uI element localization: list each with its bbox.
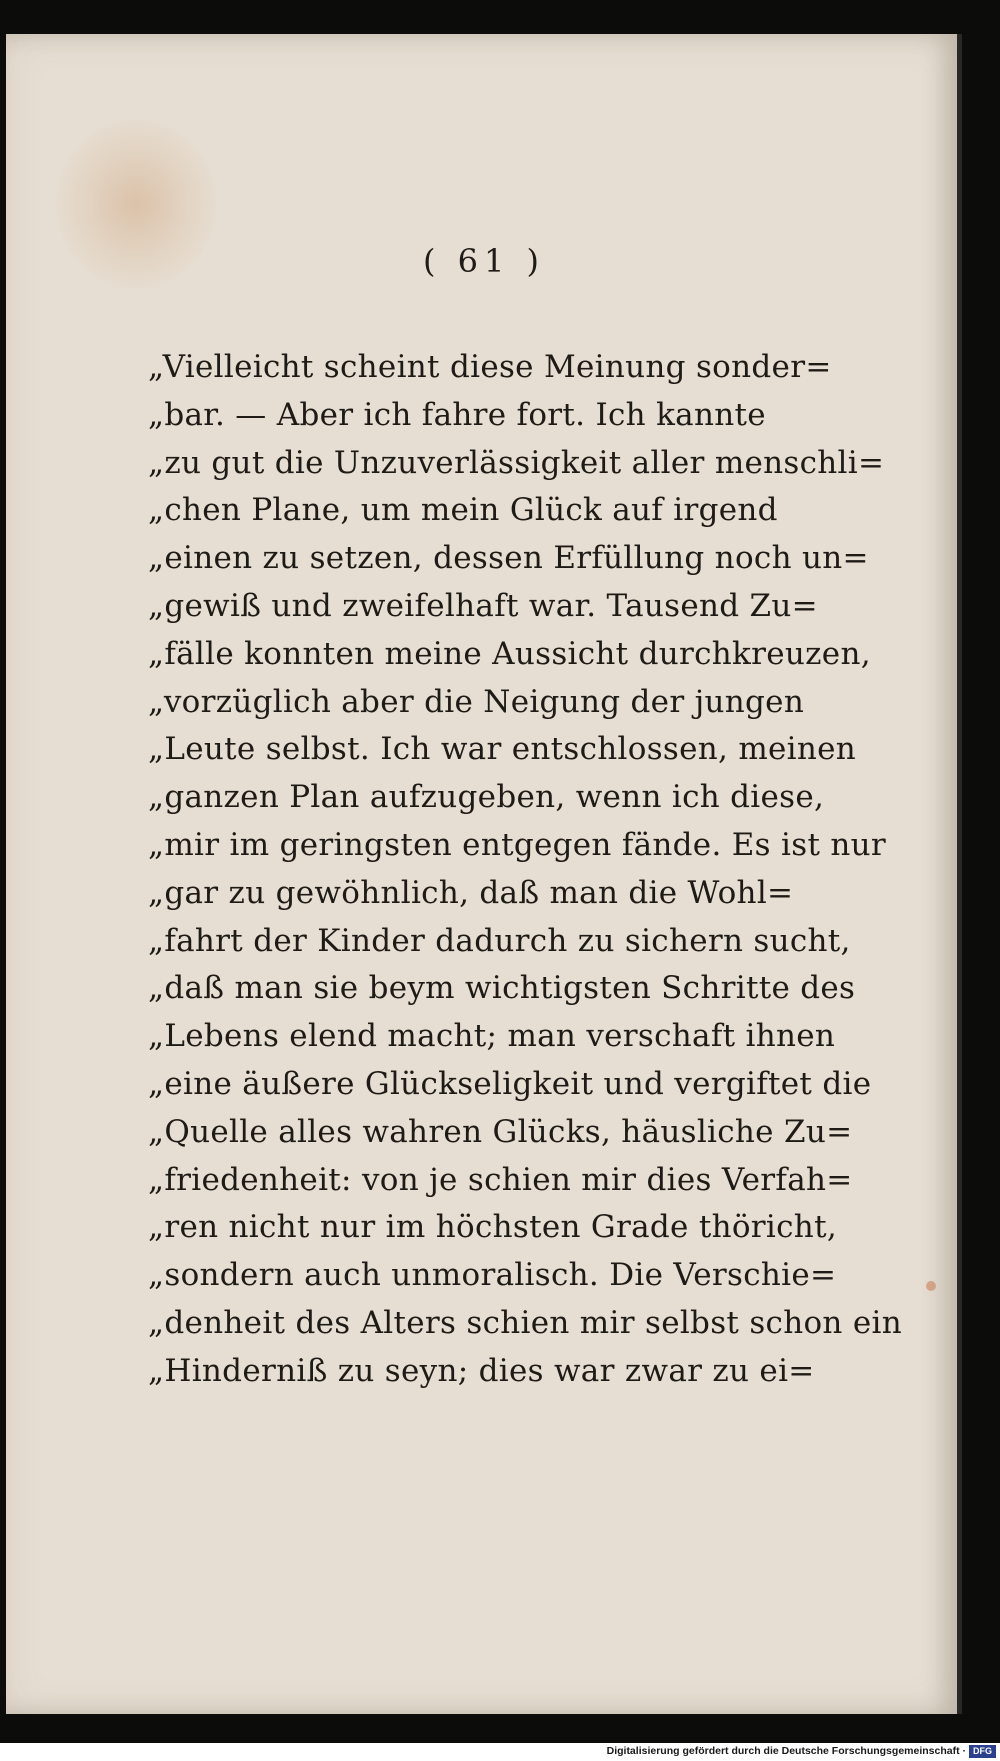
text-line: „daß man sie beym wichtigsten Schritte des xyxy=(148,970,856,1007)
text-line: „denheit des Alters schien mir selbst schon ein xyxy=(148,1304,902,1341)
text-line: „ganzen Plan aufzugeben, wenn ich diese, xyxy=(148,779,825,816)
text-line: „Lebens elend macht; man verschaft ihnen xyxy=(148,1018,836,1055)
text-line: „Hinderniß zu seyn; dies war zwar zu ei= xyxy=(148,1352,815,1389)
text-line: „Quelle alles wahren Glücks, häusliche Zu= xyxy=(148,1113,853,1150)
funding-credit: Digitalisierung gefördert durch die Deutsche Forschungsgemeinschaft · xyxy=(606,1745,966,1757)
text-line: „friedenheit: von je schien mir dies Verfah= xyxy=(148,1161,853,1198)
text-line: „zu gut die Unzuverlässigkeit aller menschli= xyxy=(148,444,885,481)
text-line: „einen zu setzen, dessen Erfüllung noch un= xyxy=(148,540,869,577)
book-page xyxy=(6,34,962,1714)
text-line: „mir im geringsten entgegen fände. Es ist nur xyxy=(148,826,887,863)
text-line: „eine äußere Glückseligkeit und vergiftet die xyxy=(148,1065,872,1102)
paper-spot xyxy=(926,1281,936,1291)
page-number: ( 61 ) xyxy=(422,242,546,280)
text-line: „ren nicht nur im höchsten Grade thöricht, xyxy=(148,1209,837,1246)
dfg-logo: DFG xyxy=(969,1745,996,1758)
text-line: „fahrt der Kinder dadurch zu sichern sucht, xyxy=(148,922,851,959)
text-line: „Vielleicht scheint diese Meinung sonder= xyxy=(148,349,832,385)
text-line: „fälle konnten meine Aussicht durchkreuzen, xyxy=(148,635,871,672)
text-line: „bar. — Aber ich fahre fort. Ich kannte xyxy=(148,396,766,433)
text-line: „sondern auch unmoralisch. Die Verschie= xyxy=(148,1257,837,1294)
text-line: „gar zu gewöhnlich, daß man die Wohl= xyxy=(148,874,794,911)
body-text xyxy=(148,344,902,1396)
text-line: „Leute selbst. Ich war entschlossen, meinen xyxy=(148,731,857,768)
text-line: „gewiß und zweifelhaft war. Tausend Zu= xyxy=(148,587,818,624)
text-line: „chen Plane, um mein Glück auf irgend xyxy=(148,492,778,529)
text-line: „vorzüglich aber die Neigung der jungen xyxy=(148,683,805,720)
